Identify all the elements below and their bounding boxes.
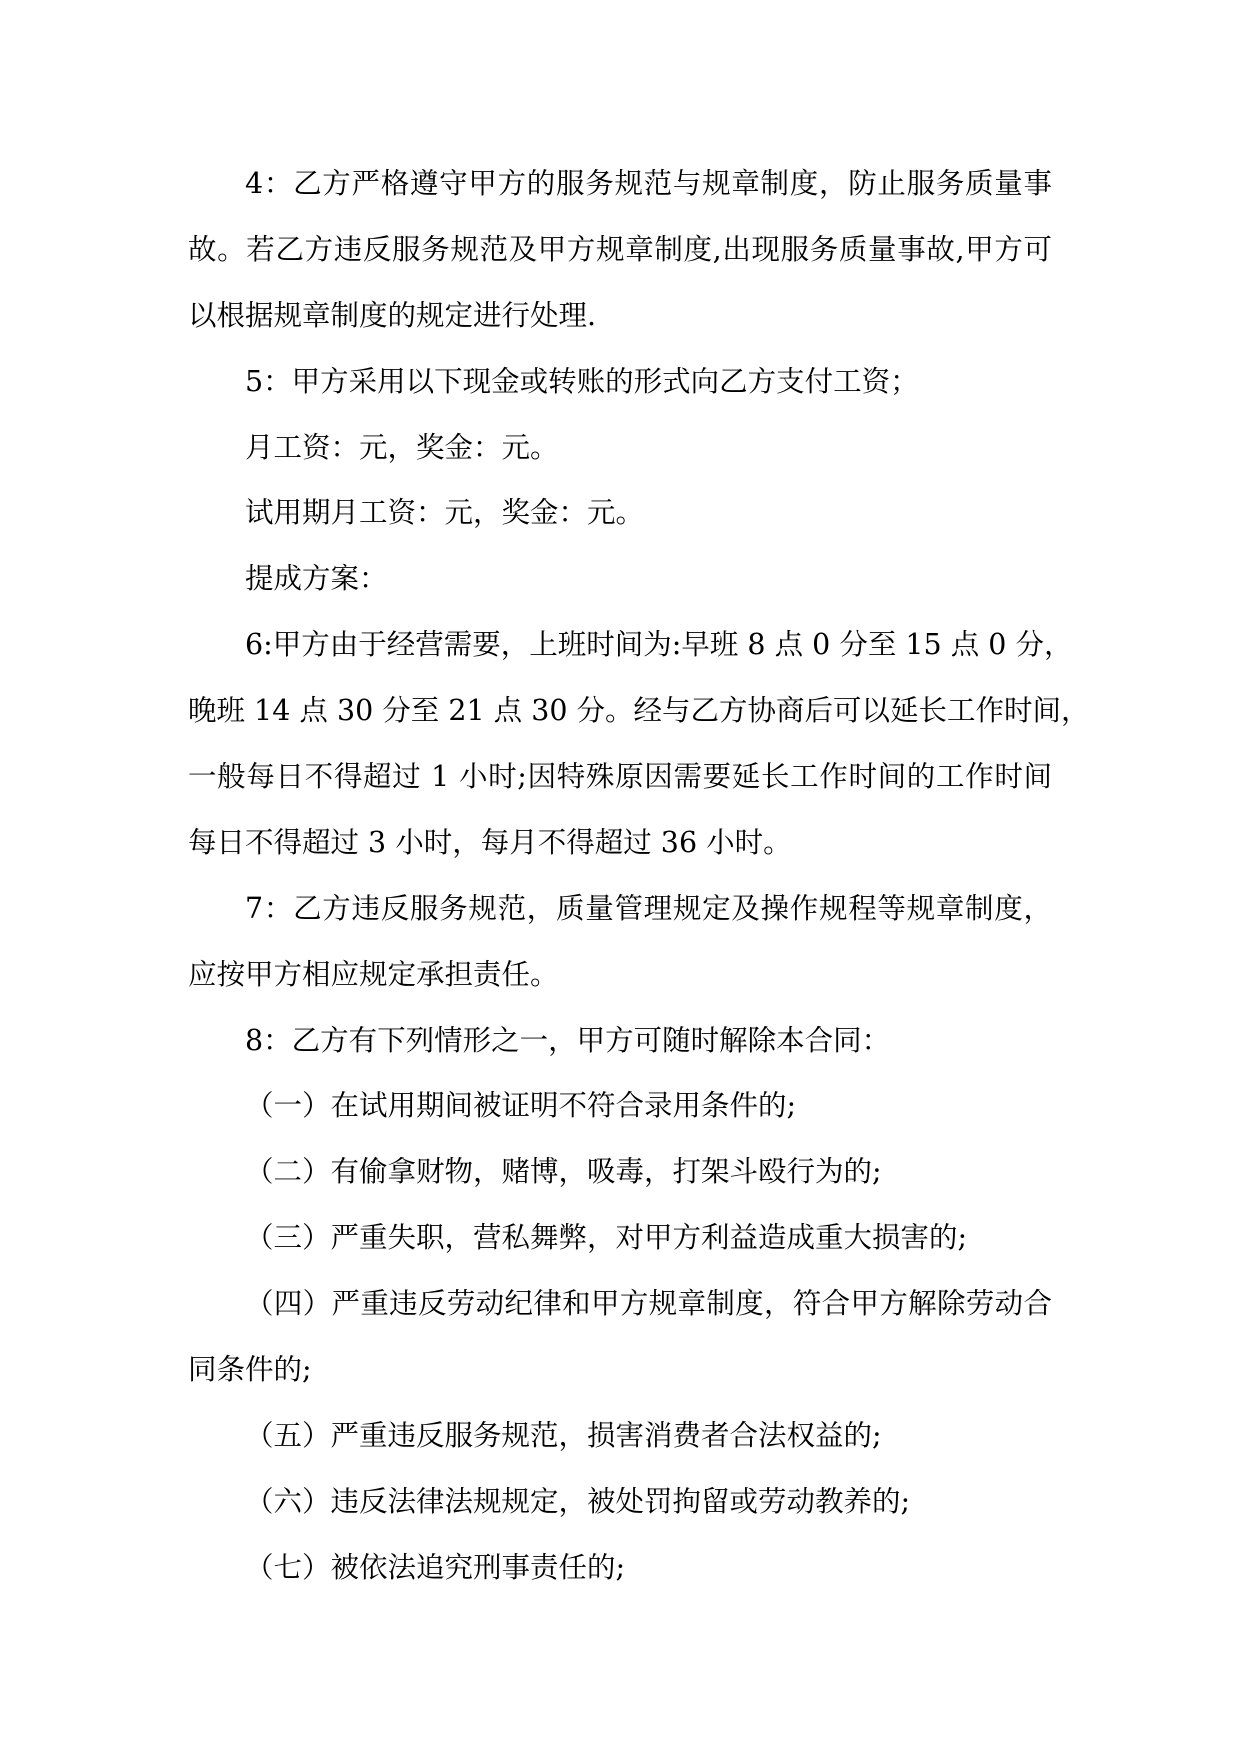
clause-4 [188,151,1052,349]
text-line: 5：甲方采用以下现金或转账的形式向乙方支付工资； [245,364,919,398]
text-line: 8：乙方有下列情形之一，甲方可随时解除本合同： [245,1023,891,1057]
clause-8-item-3 [188,1205,1052,1271]
text-line: 故。若乙方违反服务规范及甲方规章制度,出现服务质量事故,甲方可 [188,232,1052,266]
clause-8-item-5 [188,1403,1052,1469]
clause-8-item-2 [188,1139,1052,1205]
text-line: 提成方案： [245,562,388,596]
text-line: 应按甲方相应规定承担责任。 [188,957,559,991]
text-line: 一般每日不得超过 1 小时;因特殊原因需要延长工作时间的工作时间 [188,760,1052,794]
clause-8-item-7 [188,1535,1052,1601]
text-line: （一）在试用期间被证明不符合录用条件的; [245,1089,797,1123]
probation-salary-line [188,480,1052,546]
text-line: （五）严重违反服务规范，损害消费者合法权益的; [245,1418,882,1452]
text-line: 月工资：元，奖金：元。 [245,430,559,464]
clause-8-item-4 [188,1271,1052,1403]
document-body [188,151,1090,1601]
text-line: 同条件的; [188,1353,312,1387]
text-line: 4：乙方严格遵守甲方的服务规范与规章制度，防止服务质量事 [245,167,1052,200]
clause-8-item-1 [188,1073,1052,1139]
clause-5 [188,349,1052,415]
text-line: （七）被依法追究刑事责任的; [245,1550,626,1584]
monthly-salary-line [188,415,1052,481]
clause-7 [188,876,1052,1008]
text-line: 7：乙方违反服务规范，质量管理规定及操作规程等规章制度， [245,891,1052,925]
text-line: （三）严重失职，营私舞弊，对甲方利益造成重大损害的; [245,1221,968,1255]
text-line: 试用期月工资：元，奖金：元。 [245,496,645,530]
commission-plan-line [188,546,1052,612]
clause-6 [188,612,1090,876]
text-line: （四）严重违反劳动纪律和甲方规章制度，符合甲方解除劳动合 [245,1287,1052,1321]
clause-8-item-6 [188,1469,1052,1535]
text-line: 晚班 14 点 30 分至 21 点 30 分。经与乙方协商后可以延长工作时间， [188,694,1090,728]
text-line: （二）有偷拿财物，赌博，吸毒，打架斗殴行为的; [245,1155,882,1189]
clause-8 [188,1008,1052,1074]
text-line: 每日不得超过 3 小时，每月不得超过 36 小时。 [188,825,792,859]
text-line: （六）违反法律法规规定，被处罚拘留或劳动教养的; [245,1484,911,1518]
text-line: 以根据规章制度的规定进行处理. [188,298,597,332]
text-line: 6:甲方由于经营需要，上班时间为:早班 8 点 0 分至 15 点 0 分， [245,628,1073,662]
